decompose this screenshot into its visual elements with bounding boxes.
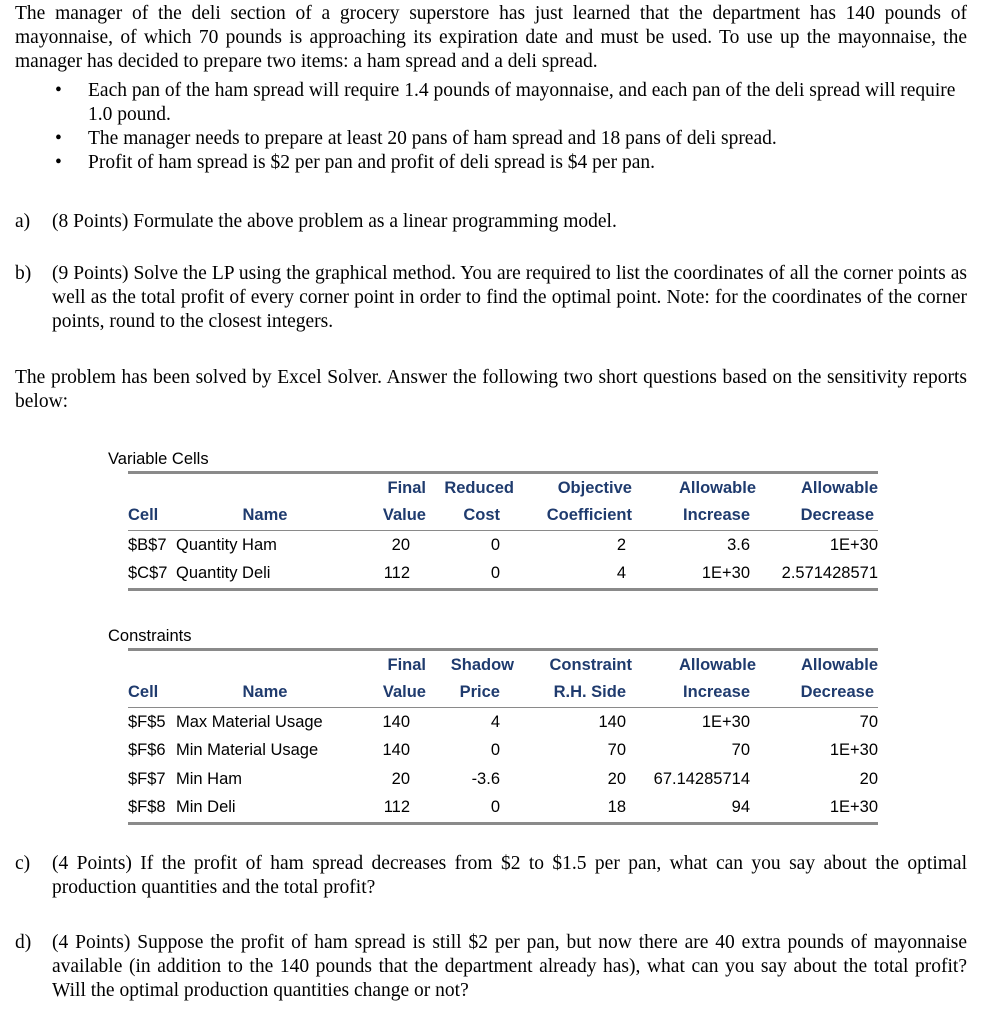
- bullet-text: Profit of ham spread is $2 per pan and profit of deli spread is $4 per pan.: [88, 152, 655, 173]
- cell-name: Max Material Usage: [176, 712, 323, 731]
- question-label: d): [15, 932, 32, 953]
- reduced-cost: 0: [490, 535, 500, 554]
- allowable-decrease: 70: [859, 712, 878, 731]
- header-cell: [176, 473, 354, 502]
- bullet-text: Each pan of the ham spread will require 1.4 pounds of mayonnaise, and each pan of the deli spread will require 1.0 pound.: [88, 80, 956, 125]
- constraint-rhs: 70: [607, 741, 626, 760]
- question-label: c): [15, 853, 31, 874]
- cell-ref: $F$6: [128, 741, 166, 760]
- allowable-increase: 3.6: [727, 535, 750, 554]
- list-item: [55, 127, 968, 151]
- header-cell: [176, 650, 354, 679]
- header-cell: Allowable: [632, 473, 756, 502]
- cell-ref: $F$5: [128, 712, 166, 731]
- header-cell: Price: [426, 678, 514, 707]
- report-section-title: Constraints: [108, 627, 192, 645]
- question-c: [15, 852, 967, 900]
- header-cell: Objective: [514, 473, 632, 502]
- final-value: 140: [382, 741, 410, 760]
- header-cell: Decrease: [756, 501, 878, 530]
- bullet-icon: •: [55, 152, 62, 173]
- question-text: (4 Points) Suppose the profit of ham spread is still $2 per pan, but now there are 40 extra pounds of mayonnaise available (in addition to the 140 pounds that the department already has), what can you say about the total profit? Will the optimal production quantities change or not?: [52, 932, 967, 1001]
- list-item: [55, 151, 968, 175]
- constraint-rhs: 18: [514, 793, 632, 823]
- table-header-row: [128, 678, 878, 707]
- solver-note: The problem has been solved by Excel Solver. Answer the following two short questions based on the sensitivity reports below:: [15, 367, 967, 412]
- allowable-decrease: 1E+30: [756, 793, 878, 823]
- question-label: a): [15, 211, 31, 232]
- table-header-row: [128, 473, 878, 502]
- header-cell: Cell: [128, 678, 176, 707]
- header-cell: Decrease: [756, 678, 878, 707]
- allowable-increase: 1E+30: [701, 712, 750, 731]
- final-value: 20: [391, 535, 410, 554]
- question-d: [15, 931, 967, 1003]
- header-cell: Cell: [128, 501, 176, 530]
- header-cell: Final: [354, 650, 426, 679]
- table-header-row: [128, 501, 878, 530]
- header-cell: Value: [354, 501, 426, 530]
- constraint-rhs: 20: [607, 769, 626, 788]
- header-cell: Allowable: [632, 650, 756, 679]
- bullet-text: The manager needs to prepare at least 20 pans of ham spread and 18 pans of deli spread.: [88, 128, 777, 149]
- shadow-price: 0: [426, 793, 514, 823]
- reduced-cost: 0: [426, 559, 514, 589]
- shadow-price: 0: [490, 741, 500, 760]
- cell-ref: $F$7: [128, 769, 166, 788]
- final-value: 20: [391, 769, 410, 788]
- header-cell: Name: [176, 501, 354, 530]
- header-cell: Name: [176, 678, 354, 707]
- header-cell: Increase: [632, 678, 756, 707]
- table-row: [128, 736, 878, 765]
- header-cell: Increase: [632, 501, 756, 530]
- header-cell: Allowable: [756, 650, 878, 679]
- constraints-table: [128, 648, 878, 825]
- cell-ref: $F$8: [128, 793, 176, 823]
- header-cell: [128, 650, 176, 679]
- bullet-icon: •: [55, 128, 62, 149]
- header-cell: R.H. Side: [514, 678, 632, 707]
- cell-name: Min Material Usage: [176, 741, 319, 760]
- list-item: [55, 79, 968, 127]
- constraint-rhs: 140: [598, 712, 626, 731]
- header-cell: Value: [354, 678, 426, 707]
- header-cell: Reduced: [426, 473, 514, 502]
- question-label: b): [15, 263, 32, 284]
- question-text: (9 Points) Solve the LP using the graphical method. You are required to list the coordinates of all the corner points as well as the total profit of every corner point in order to find the optimal point. Note: for the coordinates of the corner points, round to the closest integers.: [52, 263, 967, 332]
- header-cell: Allowable: [756, 473, 878, 502]
- objective-coefficient: 2: [616, 535, 626, 554]
- bullet-icon: •: [55, 80, 62, 101]
- question-text: (4 Points) If the profit of ham spread decreases from $2 to $1.5 per pan, what can you say about the optimal production quantities and the total profit?: [52, 853, 967, 898]
- header-cell: Constraint: [514, 650, 632, 679]
- objective-coefficient: 4: [514, 559, 632, 589]
- table-row: [128, 765, 878, 794]
- allowable-decrease: 1E+30: [829, 741, 878, 760]
- cell-name: Quantity Ham: [176, 535, 277, 554]
- cell-ref: $C$7: [128, 559, 176, 589]
- variable-cells-table: [128, 471, 878, 591]
- allowable-increase: 70: [731, 741, 750, 760]
- table-row: [128, 559, 878, 589]
- requirements-list: [55, 79, 968, 175]
- allowable-increase: 94: [632, 793, 756, 823]
- table-header-row: [128, 650, 878, 679]
- cell-name: Quantity Deli: [176, 559, 354, 589]
- final-value: 140: [382, 712, 410, 731]
- header-cell: Shadow: [426, 650, 514, 679]
- header-cell: Coefficient: [514, 501, 632, 530]
- final-value: 112: [354, 559, 426, 589]
- question-b: [15, 262, 967, 334]
- allowable-increase: 67.14285714: [653, 769, 750, 788]
- header-cell: [128, 473, 176, 502]
- final-value: 112: [354, 793, 426, 823]
- table-row: [128, 530, 878, 559]
- header-cell: Cost: [426, 501, 514, 530]
- header-cell: Final: [354, 473, 426, 502]
- question-text: (8 Points) Formulate the above problem as a linear programming model.: [52, 211, 617, 232]
- cell-ref: $B$7: [128, 535, 167, 554]
- allowable-increase: 1E+30: [632, 559, 756, 589]
- shadow-price: -3.6: [471, 769, 500, 788]
- allowable-decrease: 2.571428571: [756, 559, 878, 589]
- cell-name: Min Deli: [176, 793, 354, 823]
- table-row: [128, 707, 878, 736]
- report-section-title: Variable Cells: [108, 450, 209, 468]
- allowable-decrease: 1E+30: [829, 535, 878, 554]
- cell-name: Min Ham: [176, 769, 243, 788]
- question-a: [15, 210, 967, 234]
- shadow-price: 4: [490, 712, 500, 731]
- allowable-decrease: 20: [859, 769, 878, 788]
- problem-intro: The manager of the deli section of a grocery superstore has just learned that the department has 140 pounds of mayonnaise, of which 70 pounds is approaching its expiration date and must be used. To use up the mayonnaise, the manager has decided to prepare two items: a ham spread and a deli spread.: [15, 3, 967, 72]
- table-row: [128, 793, 878, 823]
